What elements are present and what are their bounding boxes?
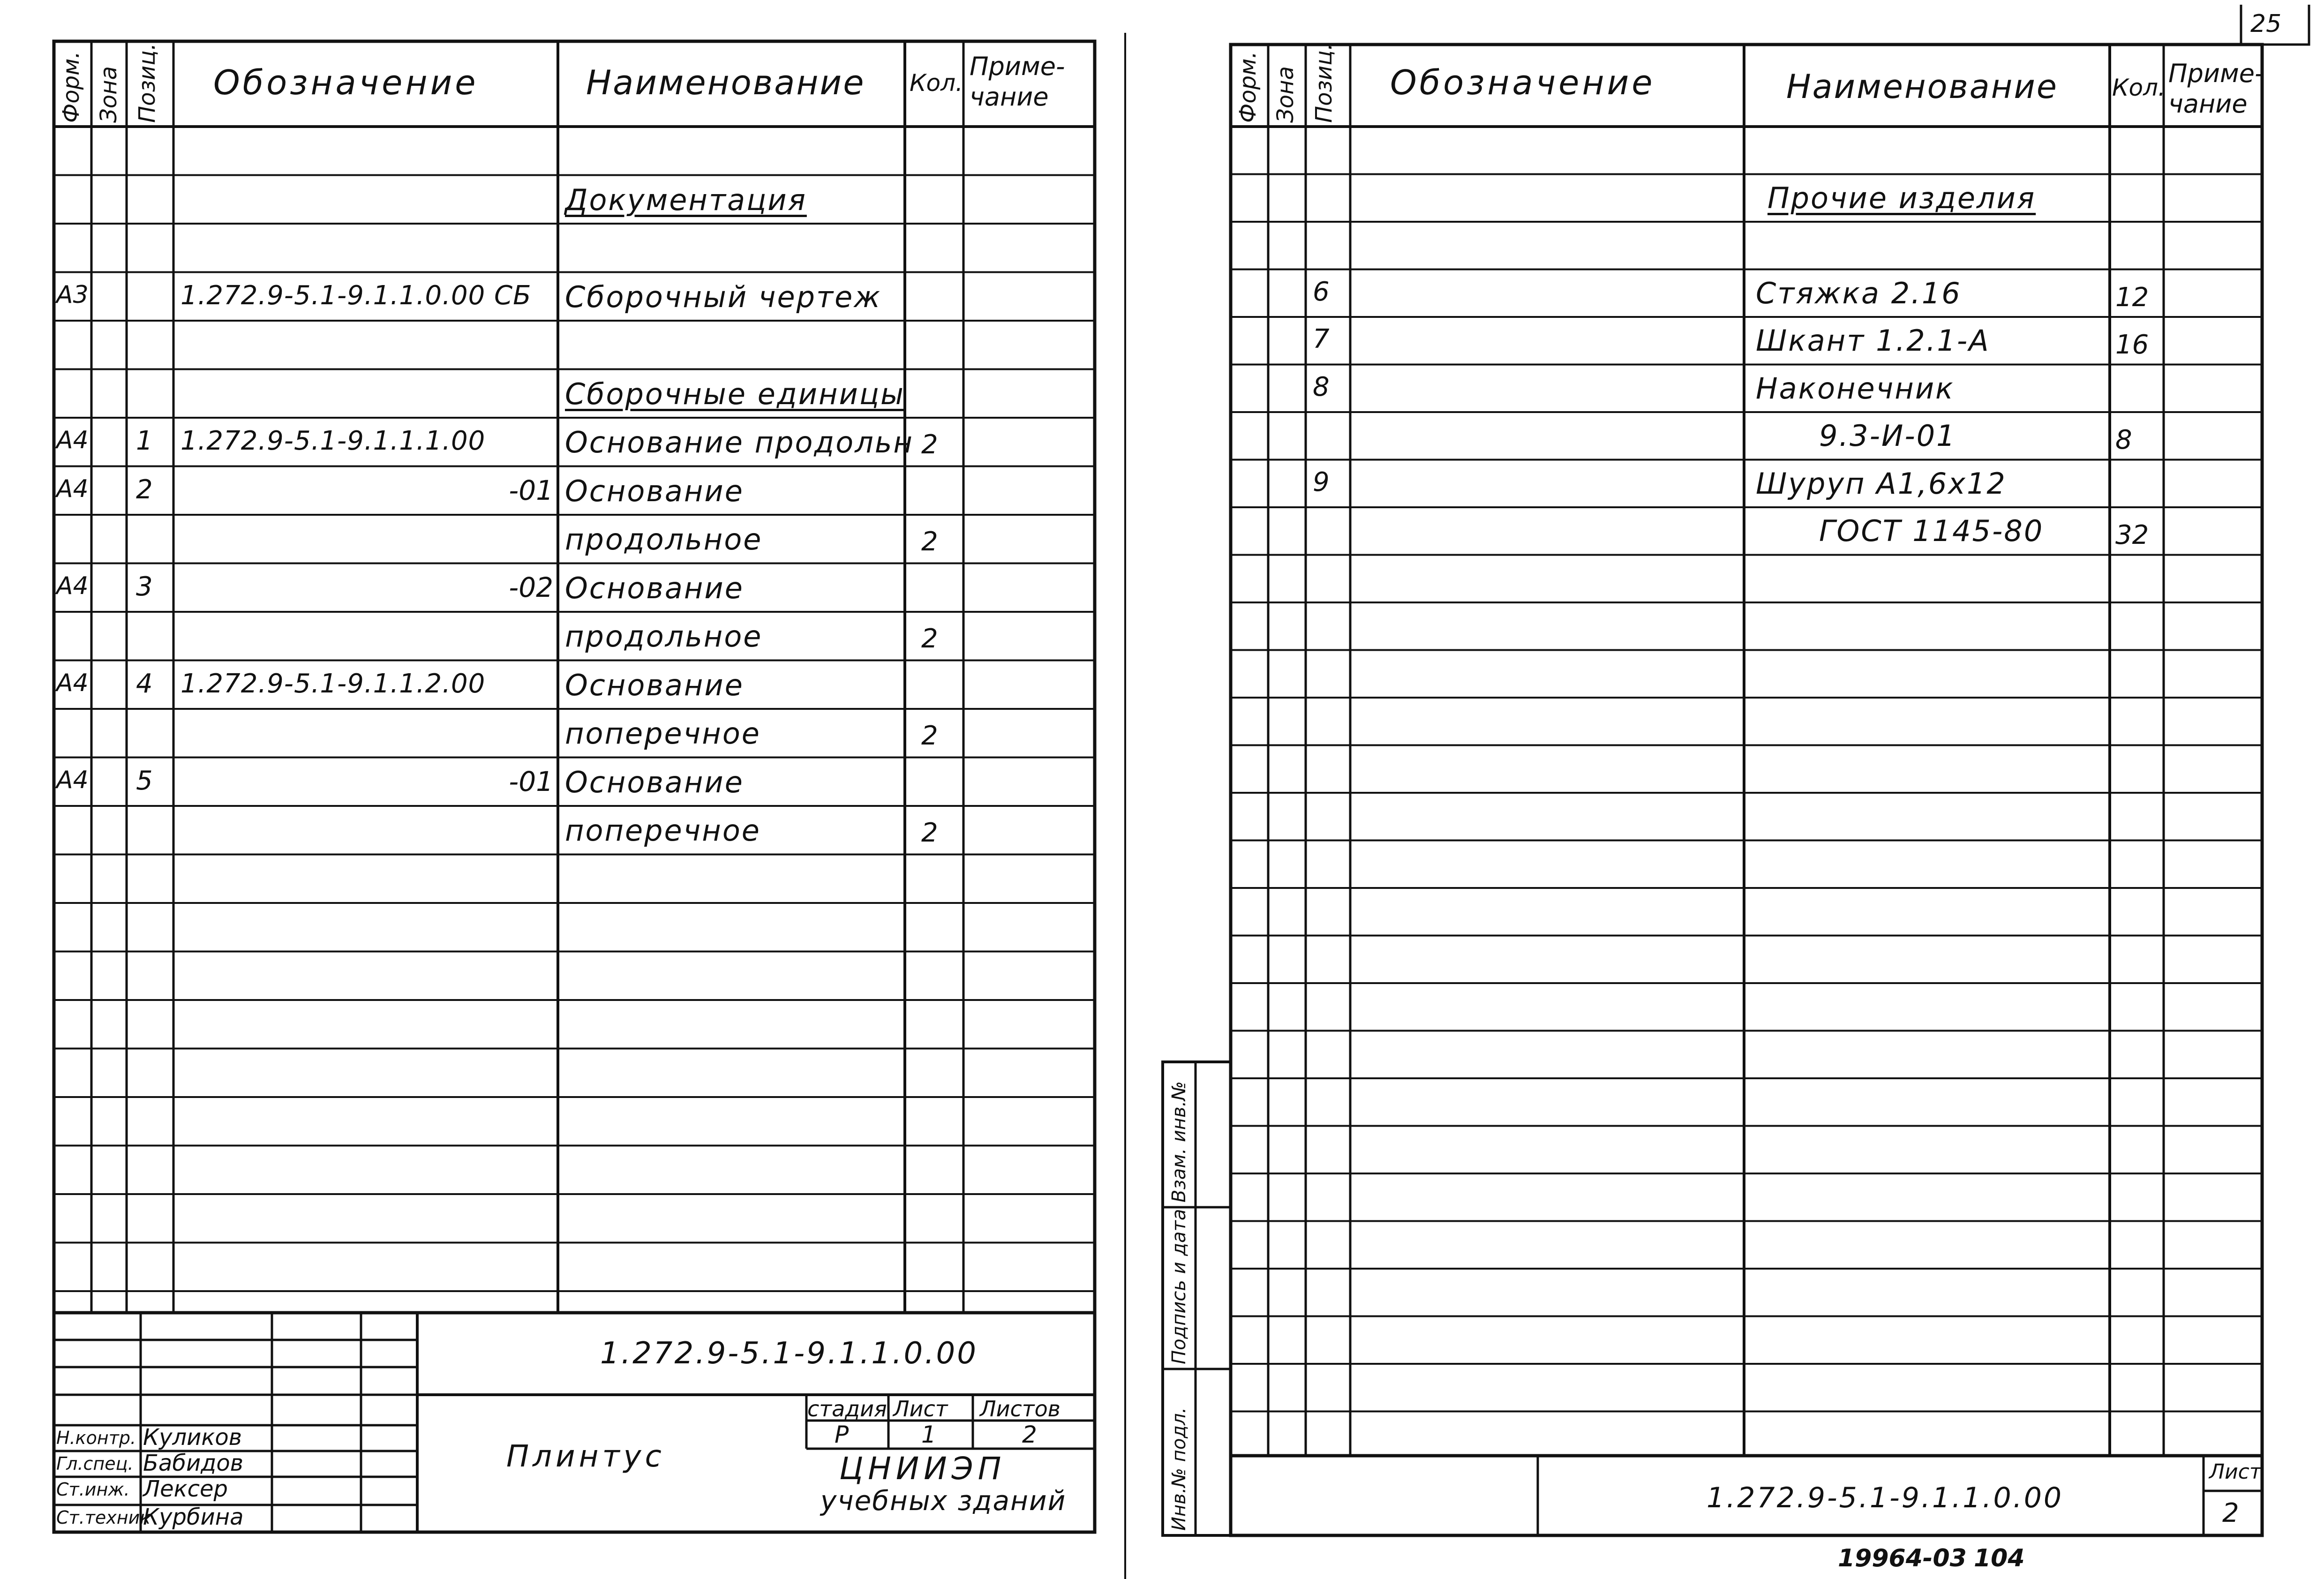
name-cell: Шкант 1.2.1-А — [1756, 323, 1990, 358]
format-cell: А4 — [56, 669, 89, 697]
signer-name: Лексер — [143, 1476, 228, 1502]
footer-doc-number: 1.272.9-5.1-9.1.1.0.00 — [1707, 1481, 2064, 1514]
name-cell: Документация — [565, 182, 807, 217]
position-cell: 3 — [136, 571, 153, 602]
qty-cell: 2 — [921, 526, 938, 557]
qty-cell: 8 — [2115, 425, 2132, 455]
signer-role: Н.контр. — [56, 1428, 136, 1448]
signer-name: Курбина — [143, 1504, 244, 1530]
side-label-sign-date: Подпись и дата — [1168, 1209, 1190, 1364]
qty-cell: 12 — [2115, 282, 2149, 313]
position-cell: 8 — [1313, 371, 1330, 402]
name-cell: Основание — [565, 765, 744, 799]
header-note-1: Приме- — [970, 52, 1065, 81]
designation-cell: 1.272.9-5.1-9.1.1.1.00 — [181, 426, 486, 456]
doc-title: Плинтус — [506, 1439, 665, 1474]
header-position: Позиц. — [134, 43, 160, 123]
archive-number: 19964-03 — [1838, 1544, 1967, 1572]
format-cell: А4 — [56, 474, 89, 503]
sheet-value: 1 — [921, 1421, 936, 1448]
header-note-2: чание — [970, 82, 1049, 112]
position-cell: 4 — [136, 668, 153, 699]
qty-cell: 2 — [921, 624, 938, 654]
header-name: Наименование — [586, 63, 865, 102]
sheets-value: 2 — [1022, 1421, 1037, 1448]
header-qty: Кол. — [2112, 74, 2166, 101]
name-cell: поперечное — [565, 813, 761, 848]
sheets-label: Листов — [980, 1396, 1060, 1421]
position-cell: 2 — [136, 474, 153, 505]
name-cell: поперечное — [565, 716, 761, 751]
format-cell: А4 — [56, 766, 89, 794]
qty-cell: 32 — [2115, 520, 2149, 550]
qty-cell: 2 — [921, 818, 938, 848]
position-cell: 5 — [136, 765, 153, 796]
signer-name: Куликов — [143, 1424, 242, 1451]
designation-cell: 1.272.9-5.1-9.1.1.2.00 — [181, 668, 486, 699]
name-cell: Стяжка 2.16 — [1756, 276, 1962, 310]
format-cell: А3 — [56, 280, 89, 309]
header-designation: Обозначение — [1390, 63, 1655, 102]
sheet-label: Лист — [893, 1396, 948, 1421]
stage-label: стадия — [807, 1396, 887, 1421]
signer-role: Ст.инж. — [56, 1479, 130, 1500]
signer-role: Ст.техник — [56, 1507, 151, 1528]
name-cell: Сборочные единицы — [565, 376, 905, 411]
header-name: Наименование — [1786, 68, 2058, 106]
doc-number: 1.272.9-5.1-9.1.1.0.00 — [600, 1336, 978, 1371]
qty-cell: 16 — [2115, 330, 2149, 360]
name-cell: ГОСТ 1145-80 — [1819, 514, 2044, 548]
signer-name: Бабидов — [143, 1450, 243, 1476]
format-cell: А4 — [56, 426, 89, 454]
footer-sheet-label: Лист — [2209, 1460, 2262, 1484]
format-cell: А4 — [56, 571, 89, 600]
designation-cell: -01 — [509, 765, 553, 797]
header-zone: Зона — [96, 66, 122, 123]
name-cell: Основание — [565, 571, 744, 605]
header-format: Форм. — [1235, 51, 1261, 123]
name-cell: Наконечник — [1756, 371, 1955, 406]
qty-cell: 2 — [921, 429, 938, 460]
header-position: Позиц. — [1311, 43, 1337, 123]
name-cell: продольное — [565, 619, 763, 654]
position-cell: 7 — [1313, 324, 1330, 354]
header-format: Форм. — [58, 51, 84, 123]
name-cell: Основание — [565, 668, 744, 702]
header-note-1: Приме- — [2168, 59, 2264, 88]
name-cell: 9.3-И-01 — [1819, 419, 1956, 453]
qty-cell: 2 — [921, 721, 938, 751]
designation-cell: -02 — [509, 571, 553, 603]
stage-value: Р — [835, 1421, 849, 1448]
designation-cell: 1.272.9-5.1-9.1.1.0.00 СБ — [181, 280, 532, 311]
name-cell: Сборочный чертеж — [565, 279, 882, 314]
name-cell: Прочие изделия — [1767, 180, 2036, 215]
name-cell: продольное — [565, 522, 763, 556]
archive-page: 104 — [1974, 1544, 2025, 1572]
designation-cell: -01 — [509, 474, 553, 506]
side-label-replace-inv: Взам. инв.№ — [1168, 1081, 1190, 1203]
header-zone: Зона — [1272, 66, 1299, 123]
position-cell: 1 — [136, 426, 153, 456]
name-cell: Основание продольн — [565, 425, 914, 459]
signer-role: Гл.спец. — [56, 1453, 134, 1474]
position-cell: 9 — [1313, 466, 1330, 497]
page-corner-number: 25 — [2250, 10, 2282, 38]
header-qty: Кол. — [910, 69, 963, 97]
position-cell: 6 — [1313, 276, 1330, 307]
org-subtitle: учебных зданий — [820, 1485, 1067, 1517]
header-note-2: чание — [2168, 89, 2248, 119]
name-cell: Шуруп А1,6х12 — [1756, 466, 2007, 501]
name-cell: Основание — [565, 474, 744, 508]
footer-sheet-number: 2 — [2222, 1498, 2239, 1528]
header-designation: Обозначение — [213, 63, 479, 102]
side-label-inv-no: Инв.№ подл. — [1168, 1407, 1190, 1531]
org-name: ЦНИИЭП — [839, 1451, 1006, 1487]
